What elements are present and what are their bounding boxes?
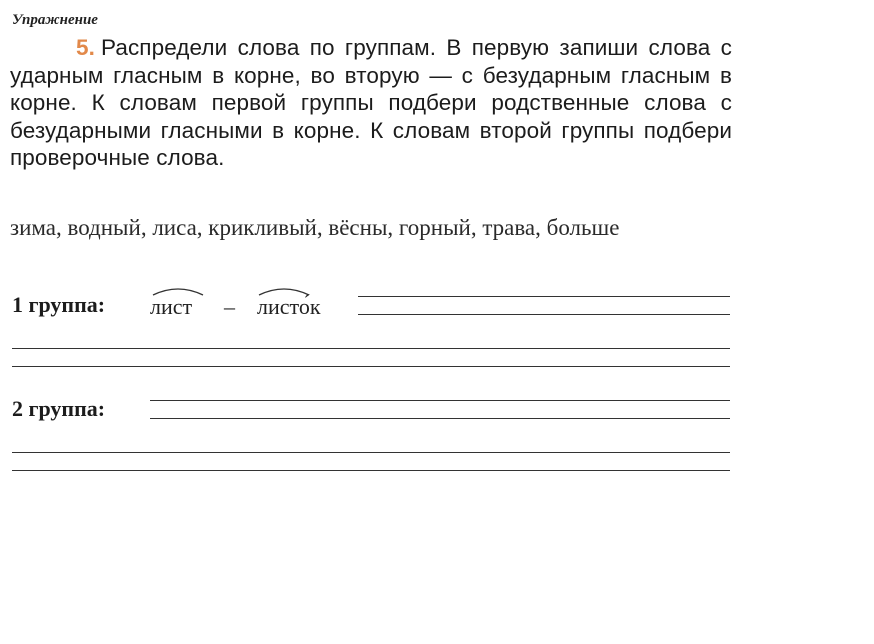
answer-line[interactable] (358, 296, 730, 297)
root-arc-mark (150, 284, 206, 296)
group1-label: 1 группа: (12, 292, 106, 317)
task-instruction: Распредели слова по группам. В первую запиши слова с ударным гласным в корне, во вторую — с безударным гласным в корне. К словам первой группы подбери родственные слова с безударными гласными в корне. К словам второй группы подбери проверочные слова. (10, 35, 732, 170)
task-text (10, 34, 732, 172)
answer-line[interactable] (150, 418, 730, 419)
group1-example-word: лист (150, 294, 193, 319)
group1-dash: – (224, 294, 235, 319)
root-arc-mark (256, 284, 312, 296)
task-number: 5. (76, 35, 95, 60)
answer-line[interactable] (150, 400, 730, 401)
word-list: зима, водный, лиса, крикливый, вёсны, горный, трава, больше (10, 215, 620, 240)
answer-line[interactable] (12, 366, 730, 367)
answer-line[interactable] (12, 470, 730, 471)
answer-line[interactable] (12, 348, 730, 349)
group1-example-related-word: листо́к (257, 294, 321, 319)
answer-line[interactable] (12, 452, 730, 453)
exercise-header: Упражнение (12, 12, 98, 28)
group2-label: 2 группа: (12, 396, 106, 421)
answer-line[interactable] (358, 314, 730, 315)
